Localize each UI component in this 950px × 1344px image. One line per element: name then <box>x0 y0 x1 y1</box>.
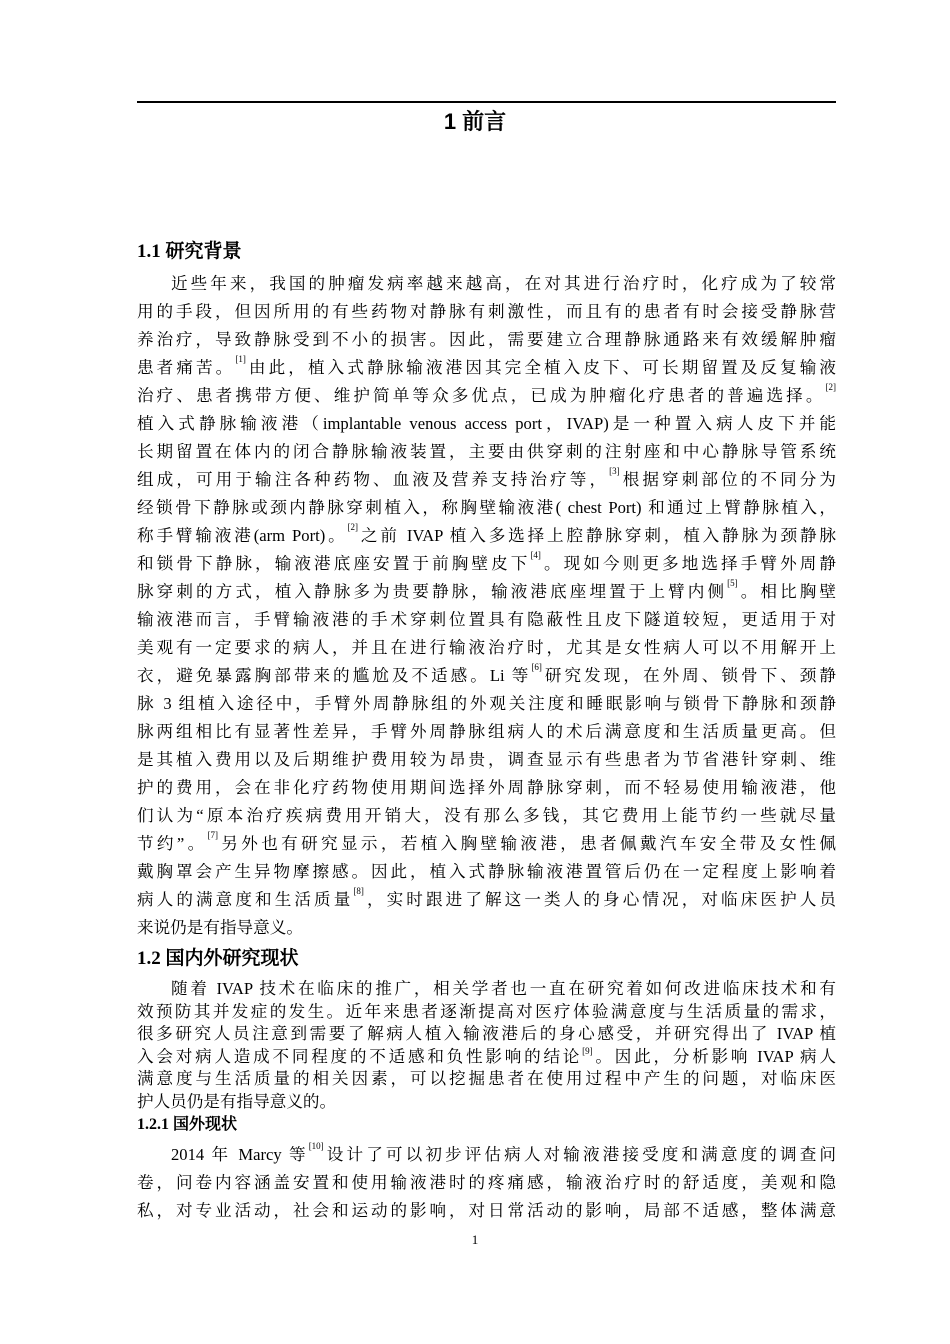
citation-ref: [10] <box>308 1141 324 1151</box>
section-heading-1-2-1: 1.2.1 国外现状 <box>137 1116 238 1133</box>
text-segment: 美观有一定要求的病人，并且在进行输液治疗时，尤其是女性病人可以不用解开上 <box>137 638 836 657</box>
text-segment: 满意度与生活质量的相关因素，可以挖掘患者在使用过程中产生的问题，对临床医 <box>137 1069 836 1089</box>
paragraph-research-status <box>137 978 836 1114</box>
text-line <box>137 298 836 326</box>
text-line <box>137 382 836 410</box>
text-segment: 近些年来，我国的肿瘤发病率越来越高，在对其进行治疗时，化疗成为了较常 <box>171 274 836 293</box>
text-segment: 称手臂输液港(arm Port)。 <box>137 526 348 545</box>
text-segment: 衣，避免暴露胸部带来的尴尬及不适感。Li 等 <box>137 666 532 685</box>
text-segment: 脉穿刺的方式，植入静脉多为贵要静脉，输液港底座埋置于上臂内侧 <box>137 582 728 601</box>
text-segment: 病人的满意度和生活质量 <box>137 890 354 909</box>
text-segment: 护的费用，会在非化疗药物使用期间选择外周静脉穿刺，而不轻易使用输液港，他 <box>137 778 836 797</box>
text-line <box>137 1197 836 1225</box>
text-line <box>137 438 836 466</box>
text-line <box>137 606 836 634</box>
text-segment: 另外也有研究显示，若植入胸壁输液港，患者佩戴汽车安全带及女性佩 <box>218 834 836 853</box>
text-segment: 。现如今则更多地选择手臂外周静 <box>540 554 836 573</box>
text-segment: 卷，问卷内容涵盖安置和使用输液港时的疼痛感，输液治疗时的舒适度，美观和隐 <box>137 1173 836 1192</box>
citation-ref: [7] <box>207 830 219 840</box>
text-segment: 由此，植入式静脉输液港因其完全植入皮下、可长期留置及反复输液 <box>245 358 836 377</box>
text-line <box>137 354 836 382</box>
text-segment: 戴胸罩会产生异物摩擦感。因此，植入式静脉输液港置管后仍在一定程度上影响着 <box>137 862 836 881</box>
citation-ref: [2] <box>347 522 359 532</box>
text-segment: 效预防其并发症的发生。近年来患者逐渐提高对医疗体验满意度与生活质量的需求， <box>137 1001 836 1021</box>
text-segment: 长期留置在体内的闭合静脉输液装置，主要由供穿刺的注射座和中心静脉导管系统 <box>137 442 836 461</box>
text-line <box>137 1001 836 1024</box>
text-segment: 私，对专业活动，社会和运动的影响，对日常活动的影响，局部不适感，整体满意 <box>137 1201 836 1220</box>
text-segment: 脉 3 组植入途径中，手臂外周静脉组的外观关注度和睡眠影响与锁骨下静脉和颈静 <box>137 694 836 713</box>
text-segment: 经锁骨下静脉或颈内静脉穿刺植入，称胸壁输液港( chest Port) 和通过上臂静脉植入， <box>137 498 836 517</box>
citation-ref: [5] <box>727 578 738 588</box>
citation-ref: [1] <box>235 354 246 364</box>
text-segment: 养治疗，导致静脉受到不小的损害。因此，需要建立合理静脉通路来有效缓解肿瘤 <box>137 330 836 349</box>
text-line <box>137 774 836 802</box>
text-line <box>137 1023 836 1046</box>
text-segment: 研究发现，在外周、锁骨下、颈静 <box>541 666 836 685</box>
text-line <box>137 1091 836 1114</box>
text-segment: 是其植入费用以及后期维护费用较为昂贵，调查显示有些患者为节省港针穿刺、维 <box>137 750 836 769</box>
text-segment: 2014 年 Marcy 等 <box>171 1145 309 1164</box>
text-segment: 很多研究人员注意到需要了解病人植入输液港后的身心感受，并研究得出了 IVAP 植 <box>137 1024 836 1044</box>
text-segment: 节约”。 <box>137 834 208 853</box>
section-heading-1-2: 1.2 国内外研究现状 <box>137 948 299 969</box>
text-segment: 。因此，分析影响 IVAP 病人 <box>592 1046 836 1066</box>
text-segment: 们认为“原本治疗疾病费用开销大，没有那么多钱，其它费用上能节约一些就尽量 <box>137 806 836 825</box>
text-segment: 随着 IVAP 技术在临床的推广，相关学者也一直在研究着如何改进临床技术和有 <box>171 979 836 998</box>
text-segment: 输液港而言，手臂输液港的手术穿刺位置具有隐蔽性且皮下隧道较短，更适用于对 <box>137 610 836 629</box>
text-line <box>137 466 836 494</box>
chapter-title: 1 前言 <box>443 109 507 134</box>
text-line <box>137 718 836 746</box>
text-segment: 脉两组相比有显著性差异，手臂外周静脉组病人的术后满意度和生活质量更高。但 <box>137 722 836 741</box>
text-segment: 之前 IVAP 植入多选择上腔静脉穿刺，植入静脉为颈静脉 <box>358 526 836 545</box>
text-line <box>137 1068 836 1091</box>
text-line <box>137 802 836 830</box>
text-line <box>137 578 836 606</box>
text-segment: 治疗、患者携带方便、维护简单等众多优点，已成为肿瘤化疗患者的普遍选择。 <box>137 386 826 405</box>
text-line <box>137 1169 836 1197</box>
citation-ref: [2] <box>825 382 836 392</box>
text-line <box>137 494 836 522</box>
text-line <box>137 858 836 886</box>
paragraph-background <box>137 270 836 942</box>
page-number: 1 <box>471 1232 479 1247</box>
text-segment: 患者痛苦。 <box>137 358 236 377</box>
text-line <box>137 978 836 1001</box>
text-line <box>137 1046 836 1069</box>
citation-ref: [6] <box>531 662 542 672</box>
header-rule <box>137 101 836 103</box>
text-segment: 来说仍是有指导意义。 <box>137 918 303 937</box>
text-line <box>137 326 836 354</box>
text-segment: 入会对病人造成不同程度的不适感和负性影响的结论 <box>137 1046 583 1066</box>
citation-ref: [4] <box>530 550 541 560</box>
text-segment: 组成，可用于输注各种药物、血液及营养支持治疗等， <box>137 470 610 489</box>
text-line <box>137 410 836 438</box>
text-segment: 和锁骨下静脉，输液港底座安置于前胸壁皮下 <box>137 554 531 573</box>
paragraph-foreign-status <box>137 1141 836 1225</box>
text-segment: ，实时跟进了解这一类人的身心情况，对临床医护人员 <box>363 890 836 909</box>
citation-ref: [9] <box>582 1045 593 1056</box>
section-heading-1-1: 1.1 研究背景 <box>137 241 242 262</box>
text-segment: 用的手段，但因所用的有些药物对静脉有刺激性，而且有的患者有时会接受静脉营 <box>137 302 836 321</box>
text-line <box>137 1141 836 1169</box>
text-line <box>137 746 836 774</box>
text-line <box>137 886 836 914</box>
text-line <box>137 634 836 662</box>
citation-ref: [3] <box>609 466 620 476</box>
text-line <box>137 550 836 578</box>
text-line <box>137 830 836 858</box>
text-line <box>137 270 836 298</box>
text-segment: 设计了可以初步评估病人对输液港接受度和满意度的调查问 <box>323 1145 836 1164</box>
text-line <box>137 662 836 690</box>
text-segment: 护人员仍是有指导意义的。 <box>137 1091 337 1111</box>
text-line <box>137 522 836 550</box>
text-line <box>137 914 836 942</box>
text-segment: 。相比胸壁 <box>737 582 836 601</box>
citation-ref: [8] <box>353 886 364 896</box>
text-line <box>137 690 836 718</box>
text-segment: 植入式静脉输液港（implantable venous access port，IVAP)是一种置入病人皮下并能 <box>137 414 836 433</box>
text-segment: 根据穿刺部位的不同分为 <box>619 470 836 489</box>
